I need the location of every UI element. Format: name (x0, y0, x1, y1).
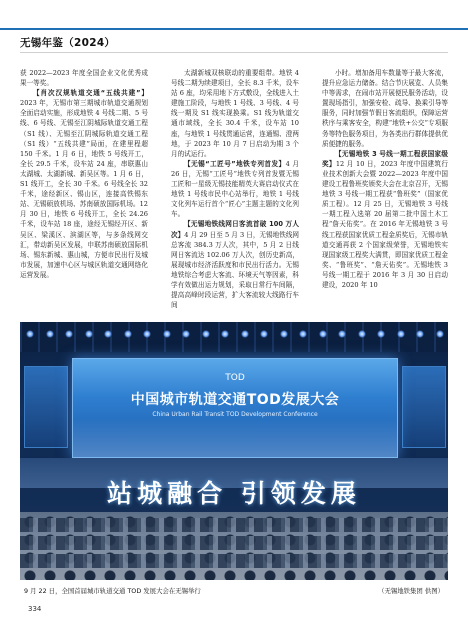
spotlight (299, 330, 307, 338)
spotlight (241, 330, 249, 338)
paragraph-text: 4 月 29 日至 5 月 3 日，无锡地铁线网总客流 384.3 万人次，其中，5 月 2 日线网日客流达 102.06 万人次，创历史新高，展现城市经济活跃度和市民出行活力。无锡地铁综合考虑大客流、环境天气等因素，科学有效做出运力规划，采取日常行车间隔，提高高峰时段运营，扩大客流较大线路行车间 (171, 230, 299, 310)
header-accent-bar (0, 28, 468, 30)
article-section (322, 149, 448, 290)
photo-caption (20, 584, 448, 596)
spotlight (124, 330, 132, 338)
banner-slogan: 站城融合 引领发展 (107, 479, 361, 508)
spotlight (280, 330, 288, 338)
paragraph-text: 12 月 10 日，2023 年度中国建筑行业技术创新大会暨 2022—2023 年度中国建设工程鲁班奖颁奖大会在北京召开，无锡地铁 3 号线一期工程获“鲁班奖”（国家优质工程）。12 月 25 日，无锡地铁 3 号线一期工程入选第 20 届第二批中国土木工程“詹天佑奖”。在 2016 年无锡地铁 3 号线工程获国家优质工程金质奖后，无锡市轨道交通再获 2 个国家级荣誉，无锡地铁实现国家级工程奖大满贯，即国家优质工程金奖、“鲁班奖”、“詹天佑奖”。无锡地铁 3 号线一期工程于 2016 年 3 月 30 日启动建设，2020 年 10 (322, 159, 448, 289)
spotlight (319, 330, 327, 338)
article-section (171, 219, 299, 310)
audience-row (20, 518, 448, 532)
spotlight (377, 330, 385, 338)
left-side-screen (24, 366, 68, 448)
section-heading: 【无锡地铁 3 号线一期工程获国家级奖】 (322, 149, 448, 168)
screen-title: 中国城市轨道交通TOD发展大会 (130, 392, 340, 408)
spotlight (202, 330, 210, 338)
main-led-screen (72, 358, 398, 458)
audience-area (20, 512, 448, 580)
article-paragraph (322, 68, 448, 149)
spotlight (163, 330, 171, 338)
section-heading: 【无锡地铁线网日客流首破 100 万人次】 (171, 220, 299, 239)
text-column-2 (171, 68, 299, 312)
article-section (171, 159, 299, 220)
spotlight (436, 330, 444, 338)
spotlight (416, 330, 424, 338)
caption-text: 9 月 22 日，全国首届城市轨道交通 TOD 发展大会在无锡举行 (24, 587, 201, 595)
photo-credit: （无锡地铁集团 供图） (378, 587, 444, 595)
spotlight (104, 330, 112, 338)
paragraph-text: 4 月 26 日，无锡“工匠号”地铁专列首发暨无锡工匠和一星级无锡技能精英大赛启动仪式在地铁 1 号线市民中心站举行，地铁 1 号线文化列车运行首个“匠心”主题主题的文化列车。 (171, 159, 299, 219)
page-header (0, 0, 468, 56)
section-heading: 【肖次汉规轨道交通“五线共建”】 (33, 89, 148, 98)
stage-banner (40, 474, 428, 514)
spotlight (397, 330, 405, 338)
article-section (20, 88, 148, 280)
right-side-screen (402, 366, 446, 448)
screen-subtitle: China Urban Rail Transit TOD Development Conference (152, 411, 318, 418)
spotlight (26, 330, 34, 338)
article-paragraph (171, 68, 299, 159)
running-title: 无锡年鉴（2024） (20, 37, 116, 49)
stage-lights (20, 330, 448, 344)
article-paragraph (20, 68, 148, 88)
section-heading: 【无锡“工匠号”地铁专列首发】 (184, 159, 286, 168)
paragraph-text: 获 2022—2023 年度全国企业文化优秀成果一等奖。 (20, 69, 148, 88)
screen-logo: TOD (225, 373, 245, 383)
audience-row (20, 536, 448, 550)
header-divider (20, 52, 448, 53)
page-number: 334 (28, 605, 42, 613)
spotlight (338, 330, 346, 338)
conference-photo (20, 322, 448, 580)
text-column-3 (322, 68, 448, 312)
text-column-1 (20, 68, 148, 312)
screen-glow (73, 419, 397, 457)
spotlight (260, 330, 268, 338)
spotlight (358, 330, 366, 338)
spotlight (85, 330, 93, 338)
spotlight (46, 330, 54, 338)
paragraph-text: 太湖新城双核联动的重要组带。地铁 4 号线二期为续建项目，全长 8.3 千米，设车站 6 座，均采用地下方式敷设，全线进入土建施工阶段，与地铁 1 号线、3 号线、4 号线一期及 S1 线实现换乘。S1 线为轨道交通市域线，全长 30.4 千米，设车站 10 座，与地铁 1 号线贯通运营，连通锡、澄两地，于 2023 年 10 月 7 日启动为期 3 个月的试运行。 (171, 69, 299, 158)
paragraph-text: 2023 年，无锡市第三期城市轨道交通规划全面启动实施，形成地铁 4 号线二期、5 号线、6 号线、无锡至江阴城际轨道交通工程（S1 线）、无锡至江阴城际轨道交通工程（S1 线）“五线共建”局面，在建里程超 150 千米。1 月 6 日，地铁 5 号线开工，全长 29.5 千米，设车站 24 座，串联惠山太湖城、太湖新城、新吴区等。1 月 6 日，S1 线开工，全长 30 千米。6 号线全长 32 千米，途经新区、锡山区，连接高铁锡东站、无锡硕放机场、苏南硕放国际机场。12 月 30 日，地铁 6 号线开工，全长 24.26 千米，设车站 18 座，途经无锡经开区、新吴区、梁溪区、滨湖区等，与多条线网交汇，带动新吴区发展，申联苏南硕放国际机场、锡东新城、惠山城，方便市民出行及城市发展，加速中心区与城区轨道交通网络化运营发展。 (20, 99, 148, 279)
paragraph-text: 小时。增加备用车数量等于最大客流，提升应急运力储备。结合节庆展览、人员集中等需求，在闹市站开展便民服务活动，设置现场指引，加强安检、疏导、换乘引导等服务，同时加强节假日客流组织，保障运营秩序与乘客安全，构建“地铁+公交”专项服务等特色服务项目，为各类出行群体提供优质便捷的服务。 (322, 69, 448, 148)
audience-row (20, 554, 448, 568)
spotlight (221, 330, 229, 338)
article-body (20, 68, 448, 312)
spotlight (143, 330, 151, 338)
spotlight (182, 330, 190, 338)
spotlight (65, 330, 73, 338)
